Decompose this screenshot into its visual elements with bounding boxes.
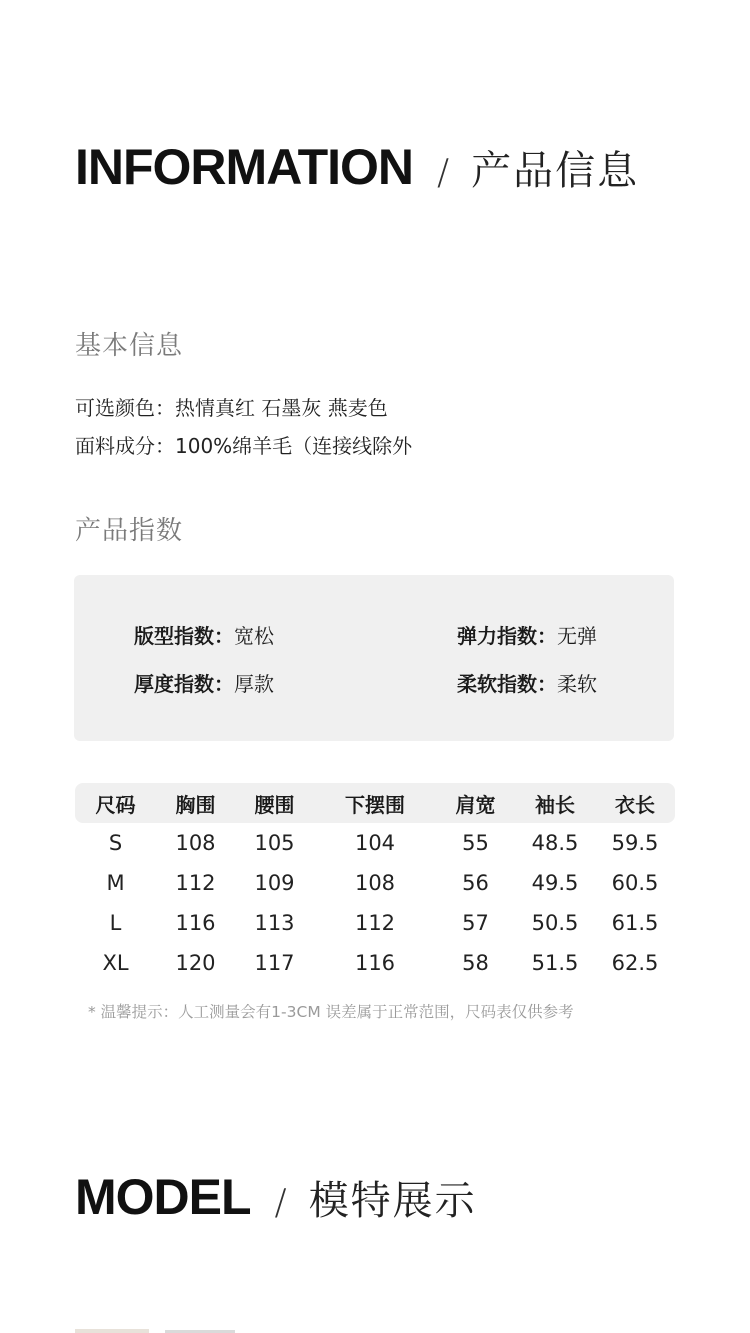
table-cell: 59.5 xyxy=(611,831,659,855)
title-separator: / xyxy=(437,152,450,193)
index-softness-key: 柔软指数： xyxy=(457,672,557,696)
model-title xyxy=(75,1168,477,1226)
model-title-en: MODEL xyxy=(75,1169,251,1225)
table-cell: 62.5 xyxy=(611,951,659,975)
product-index-heading: 产品指数 xyxy=(75,516,184,546)
table-cell: 55 xyxy=(462,831,489,855)
header-sleeve: 袖长 xyxy=(515,783,595,823)
table-cell: 108 xyxy=(354,871,396,895)
table-cell: 116 xyxy=(354,951,396,975)
table-cell: 105 xyxy=(254,831,295,855)
table-row xyxy=(75,903,675,943)
index-thickness-value: 厚款 xyxy=(234,672,274,696)
table-cell: 48.5 xyxy=(531,831,579,855)
index-thickness xyxy=(134,668,274,697)
table-cell: 117 xyxy=(254,951,295,975)
header-chest: 胸围 xyxy=(156,783,235,823)
table-cell: 58 xyxy=(462,951,489,975)
table-cell: 112 xyxy=(354,911,396,935)
table-cell: 112 xyxy=(175,871,216,895)
information-title-cn: 产品信息 xyxy=(471,148,640,194)
index-thickness-key: 厚度指数： xyxy=(134,672,234,696)
table-cell: 104 xyxy=(354,831,396,855)
table-cell: S xyxy=(108,831,123,855)
table-cell: 56 xyxy=(462,871,489,895)
table-cell: 108 xyxy=(175,831,216,855)
title-separator: / xyxy=(274,1182,287,1223)
table-cell: 120 xyxy=(175,951,216,975)
model-image-edge xyxy=(75,1329,149,1333)
table-cell: XL xyxy=(102,951,129,975)
index-elasticity xyxy=(457,620,597,649)
header-shoulder: 肩宽 xyxy=(436,783,515,823)
color-options: 可选颜色：热情真红 石墨灰 燕麦色 xyxy=(75,396,388,420)
table-cell: 113 xyxy=(254,911,295,935)
size-table-header xyxy=(75,783,675,823)
table-row xyxy=(75,863,675,903)
model-title-cn: 模特展示 xyxy=(308,1178,477,1224)
fabric-composition: 面料成分：100%绵羊毛（连接线除外 xyxy=(75,434,413,458)
size-note: * 温馨提示：人工测量会有1-3CM 误差属于正常范围，尺码表仅供参考 xyxy=(88,1003,574,1021)
table-cell: L xyxy=(109,911,122,935)
size-table xyxy=(75,783,675,983)
index-fit-key: 版型指数： xyxy=(134,624,234,648)
table-cell: 109 xyxy=(254,871,295,895)
table-cell: 49.5 xyxy=(531,871,579,895)
table-row xyxy=(75,823,675,863)
table-cell: 60.5 xyxy=(611,871,659,895)
index-elasticity-key: 弹力指数： xyxy=(457,624,557,648)
table-cell: 57 xyxy=(462,911,489,935)
information-title xyxy=(75,138,639,196)
header-size: 尺码 xyxy=(75,783,156,823)
header-length: 衣长 xyxy=(595,783,675,823)
table-cell: 51.5 xyxy=(531,951,579,975)
index-elasticity-value: 无弹 xyxy=(557,624,597,648)
index-fit-value: 宽松 xyxy=(234,624,274,648)
index-softness xyxy=(457,668,597,697)
header-waist: 腰围 xyxy=(235,783,314,823)
table-row xyxy=(75,943,675,983)
index-fit xyxy=(134,620,274,649)
header-hem: 下摆围 xyxy=(314,783,436,823)
table-cell: 50.5 xyxy=(531,911,579,935)
table-cell: M xyxy=(106,871,125,895)
table-cell: 116 xyxy=(175,911,216,935)
index-softness-value: 柔软 xyxy=(557,672,597,696)
information-title-en: INFORMATION xyxy=(75,139,414,195)
basic-info-heading: 基本信息 xyxy=(75,331,184,361)
table-cell: 61.5 xyxy=(611,911,659,935)
product-index-box xyxy=(74,575,674,741)
